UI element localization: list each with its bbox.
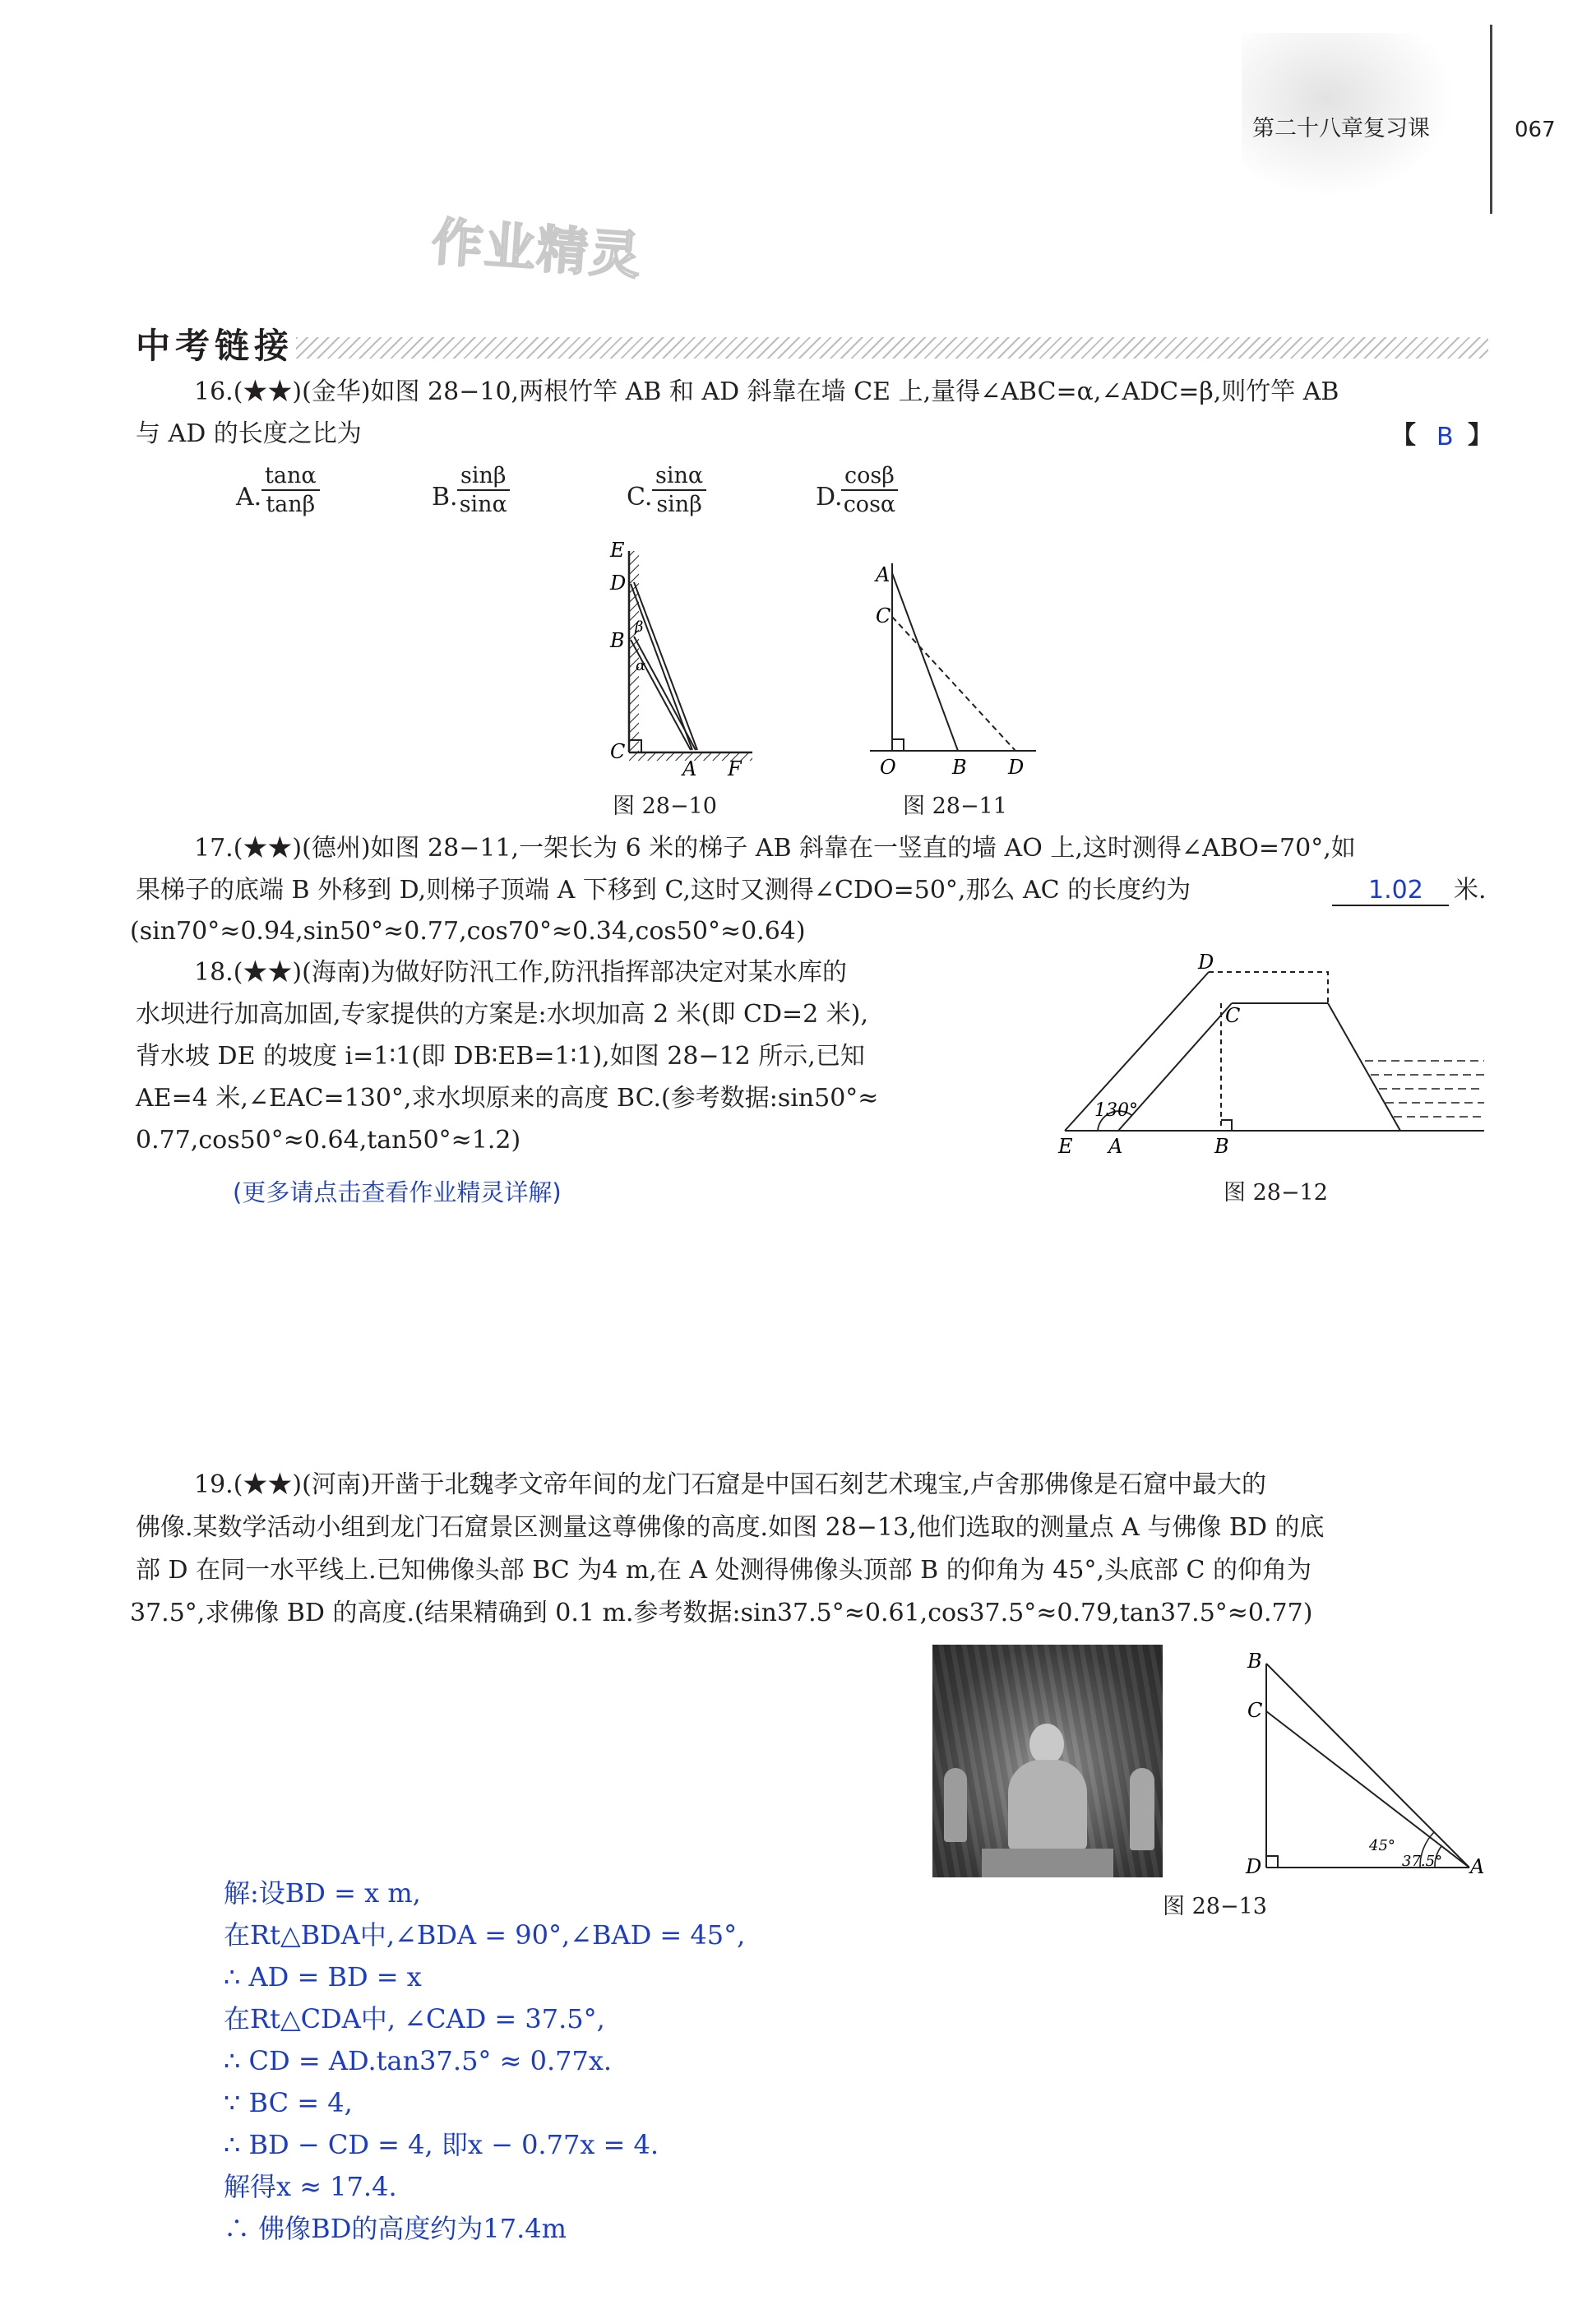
solution-line-6: ∵ BC = 4, xyxy=(224,2087,353,2118)
fig13-label-d: D xyxy=(1246,1855,1262,1878)
section-title: 中考链接 xyxy=(136,326,294,366)
fig12-water xyxy=(1365,1061,1484,1117)
fig13-label-c: C xyxy=(1247,1699,1263,1722)
q18-line-2: 水坝进行加高加固,专家提供的方案是:水坝加高 2 米(即 CD=2 米), xyxy=(136,1000,869,1029)
fig12-raised-top xyxy=(1209,972,1328,1003)
fig10-label-a: A xyxy=(682,757,697,780)
fig13-label-37: 37.5° xyxy=(1402,1853,1443,1870)
q16-option-a-fraction xyxy=(261,465,320,516)
q16-bracket-right: 】 xyxy=(1468,421,1492,450)
chapter-title: 第二十八章复习课 xyxy=(1252,116,1430,141)
q16-option-c-fraction xyxy=(652,465,706,516)
fig13-label-b: B xyxy=(1247,1650,1262,1673)
photo-base xyxy=(982,1849,1113,1877)
q18-line-1: 18.(★★)(海南)为做好防汛工作,防汛指挥部决定对某水库的 xyxy=(194,958,848,987)
solution-line-9: ∴ 佛像BD的高度约为17.4m xyxy=(224,2213,567,2244)
figure-28-11 xyxy=(855,539,1052,785)
header-decoration xyxy=(1242,33,1455,197)
q18-line-3: 背水坡 DE 的坡度 i=1∶1(即 DB∶EB=1∶1),如图 28−12 所示,已知 xyxy=(136,1042,865,1071)
figure-28-11-caption: 图 28−11 xyxy=(903,794,1007,819)
q17-line-1: 17.(★★)(德州)如图 28−11,一架长为 6 米的梯子 AB 斜靠在一竖直的墙 AO 上,这时测得∠ABO=70°,如 xyxy=(194,834,1356,863)
q16-option-c-den: sinβ xyxy=(656,492,702,517)
fig10-label-f: F xyxy=(728,757,742,780)
fig10-label-c: C xyxy=(610,740,626,763)
q18-line-5: 0.77,cos50°≈0.64,tan50°≈1.2) xyxy=(136,1126,521,1155)
figure-28-10 xyxy=(576,535,765,785)
fig12-label-b: B xyxy=(1214,1135,1229,1158)
section-title-hatch xyxy=(296,337,1488,359)
q17-answer: 1.02 xyxy=(1368,876,1423,905)
q16-option-d-num: cosβ xyxy=(841,465,898,491)
q19-line-1: 19.(★★)(河南)开凿于北魏孝文帝年间的龙门石窟是中国石刻艺术瑰宝,卢舍那佛像是石窟中最大的 xyxy=(194,1470,1267,1499)
q16-option-b-den: sinα xyxy=(459,492,507,517)
q17-line-2: 果梯子的底端 B 外移到 D,则梯子顶端 A 下移到 C,这时又测得∠CDO=50°,那么 AC 的长度约为 xyxy=(136,876,1191,905)
fig10-label-b: B xyxy=(610,629,625,652)
q16-option-a-label: A. xyxy=(236,483,262,511)
solution-line-8: 解得x ≈ 17.4. xyxy=(224,2171,397,2202)
q18-line-4: AE=4 米,∠EAC=130°,求水坝原来的高度 BC.(参考数据:sin50°≈ xyxy=(136,1084,879,1113)
figure-28-12-caption: 图 28−12 xyxy=(1224,1180,1328,1206)
figure-28-10-caption: 图 28−10 xyxy=(613,794,717,819)
figure-28-12 xyxy=(1048,954,1501,1159)
page-number: 067 xyxy=(1515,118,1556,142)
q16-line-1: 16.(★★)(金华)如图 28−10,两根竹竿 AB 和 AD 斜靠在墙 CE 上,量得∠ABC=α,∠ADC=β,则竹竿 AB xyxy=(194,377,1339,406)
q17-line-2-suffix: 米. xyxy=(1454,876,1487,905)
fig11-label-c: C xyxy=(876,604,891,627)
fig12-label-d: D xyxy=(1198,954,1214,974)
solution-line-3: ∴ AD = BD = x xyxy=(224,1961,422,1993)
q16-option-d-fraction xyxy=(841,465,898,516)
solution-line-4: 在Rt△CDA中, ∠CAD = 37.5°, xyxy=(224,2003,605,2034)
photo-buddha-head xyxy=(1029,1724,1064,1765)
solution-line-7: ∴ BD − CD = 4, 即x − 0.77x = 4. xyxy=(224,2129,659,2160)
figure-28-13-caption: 图 28−13 xyxy=(1163,1894,1267,1919)
fig11-ladder-cd xyxy=(892,617,1015,751)
fig10-label-e: E xyxy=(610,539,625,562)
q16-line-2: 与 AD 的长度之比为 xyxy=(136,419,362,448)
q16-option-b-label: B. xyxy=(432,483,458,511)
q18-more-link[interactable]: (更多请点击查看作业精灵详解) xyxy=(233,1178,562,1206)
photo-buddha-body xyxy=(1008,1760,1087,1850)
fig12-label-e: E xyxy=(1058,1135,1073,1158)
fig12-label-angle: 130° xyxy=(1094,1100,1138,1121)
fig10-label-d: D xyxy=(610,572,627,595)
figure-28-13 xyxy=(1229,1641,1501,1887)
q16-answer: B xyxy=(1436,423,1454,451)
fig10-label-beta: β xyxy=(635,618,644,636)
photo-side-figure-left xyxy=(944,1768,967,1842)
fig11-label-o: O xyxy=(880,756,896,779)
fig10-label-alpha: α xyxy=(636,657,646,674)
fig10-pole-ab-b xyxy=(634,636,696,750)
watermark: 作业精灵 xyxy=(429,211,645,286)
fig11-ladder-ab xyxy=(892,573,958,751)
q17-line-3: (sin70°≈0.94,sin50°≈0.77,cos70°≈0.34,cos50°≈0.64) xyxy=(130,917,806,946)
fig11-label-d: D xyxy=(1008,756,1025,779)
q16-option-d-den: cosα xyxy=(843,492,896,517)
header-divider xyxy=(1490,25,1492,214)
fig11-label-a: A xyxy=(876,563,891,586)
fig13-label-a: A xyxy=(1470,1855,1485,1878)
q16-option-a-num: tanα xyxy=(261,465,320,491)
fig13-line-ba xyxy=(1266,1664,1469,1868)
q16-option-c-label: C. xyxy=(627,483,653,511)
buddha-photo xyxy=(932,1645,1163,1877)
q16-option-d-label: D. xyxy=(816,483,843,511)
fig13-right-angle xyxy=(1266,1856,1278,1868)
fig12-label-c: C xyxy=(1225,1004,1241,1027)
fig13-line-ca xyxy=(1266,1711,1469,1868)
q16-bracket-left: 【 xyxy=(1391,421,1416,450)
solution-line-5: ∴ CD = AD.tan37.5° ≈ 0.77x. xyxy=(224,2045,613,2076)
fig12-label-a: A xyxy=(1108,1135,1123,1158)
photo-side-figure-right xyxy=(1130,1768,1154,1850)
q19-line-4: 37.5°,求佛像 BD 的高度.(结果精确到 0.1 m.参考数据:sin37.5°≈0.61,cos37.5°≈0.79,tan37.5°≈0.77) xyxy=(130,1599,1313,1627)
q16-option-c-num: sinα xyxy=(652,465,706,491)
solution-line-1: 解:设BD = x m, xyxy=(224,1877,421,1909)
q16-option-a-den: tanβ xyxy=(266,492,316,517)
fig12-right-angle xyxy=(1221,1120,1232,1131)
fig11-right-angle xyxy=(892,739,904,751)
fig13-label-45: 45° xyxy=(1369,1837,1395,1854)
q16-option-b-num: sinβ xyxy=(457,465,510,491)
solution-line-2: 在Rt△BDA中,∠BDA = 90°,∠BAD = 45°, xyxy=(224,1919,746,1951)
q19-line-3: 部 D 在同一水平线上.已知佛像头部 BC 为4 m,在 A 处测得佛像头顶部 B 的仰角为 45°,头底部 C 的仰角为 xyxy=(136,1556,1312,1585)
q16-option-b-fraction xyxy=(457,465,510,516)
fig11-label-b: B xyxy=(952,756,967,779)
fig12-dam-right xyxy=(1328,1003,1400,1131)
q19-line-2: 佛像.某数学活动小组到龙门石窟景区测量这尊佛像的高度.如图 28−13,他们选取的测量点 A 与佛像 BD 的底 xyxy=(136,1513,1325,1542)
